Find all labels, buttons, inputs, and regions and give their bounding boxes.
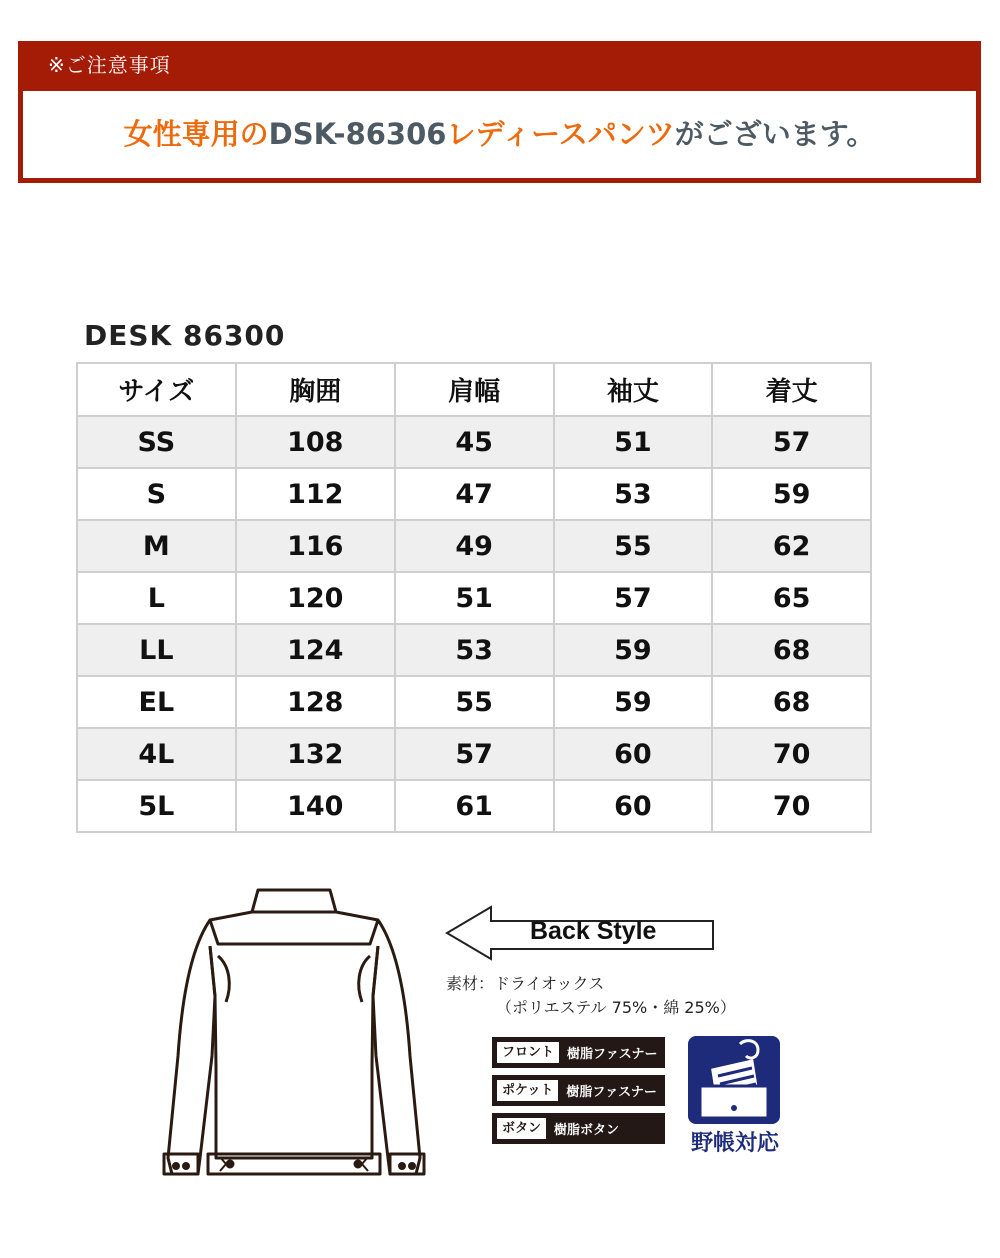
table-cell: 60 [554, 780, 713, 832]
table-cell: 68 [712, 624, 871, 676]
table-cell: 49 [395, 520, 554, 572]
spec-badge-pocket [492, 1075, 665, 1106]
table-cell: 59 [712, 468, 871, 520]
table-cell: 57 [395, 728, 554, 780]
table-cell: 51 [554, 416, 713, 468]
table-row [77, 624, 871, 676]
notice-text-pants: レディースパンツ [446, 117, 675, 151]
table-cell: 47 [395, 468, 554, 520]
notice-text-suffix: がございます。 [674, 117, 876, 151]
table-cell: 108 [236, 416, 395, 468]
table-row [77, 468, 871, 520]
table-cell: 5L [77, 780, 236, 832]
table-cell: S [77, 468, 236, 520]
material-composition: （ポリエステル 75%・綿 25%） [496, 998, 736, 1017]
material-info [446, 972, 736, 1020]
table-cell: LL [77, 624, 236, 676]
notice-box [18, 41, 981, 183]
table-row [77, 728, 871, 780]
table-header-cell: 袖丈 [554, 363, 713, 416]
table-header-row [77, 363, 871, 416]
spec-badge-button [492, 1113, 665, 1144]
table-cell: 57 [712, 416, 871, 468]
table-header-cell: 着丈 [712, 363, 871, 416]
notice-text-women: 女性専用の [123, 117, 269, 151]
table-header-cell: 胸囲 [236, 363, 395, 416]
table-cell: 51 [395, 572, 554, 624]
spec-badge-front [492, 1037, 665, 1068]
spec-value: 樹脂ボタン [554, 1123, 620, 1138]
table-cell: SS [77, 416, 236, 468]
spec-key: ボタン [497, 1118, 546, 1139]
table-cell: 140 [236, 780, 395, 832]
notebook-badge-label: 野帳対応 [690, 1131, 779, 1156]
table-cell: 55 [395, 676, 554, 728]
notice-text-model: DSK-86306 [268, 117, 447, 151]
table-cell: 4L [77, 728, 236, 780]
table-header-cell: 肩幅 [395, 363, 554, 416]
product-model: DESK 86300 [84, 319, 286, 352]
table-cell: 53 [395, 624, 554, 676]
jacket-back-illustration [160, 886, 430, 1186]
notice-message [23, 91, 976, 178]
table-cell: 124 [236, 624, 395, 676]
spec-value: 樹脂ファスナー [567, 1047, 658, 1062]
table-row [77, 676, 871, 728]
table-cell: 59 [554, 624, 713, 676]
table-row [77, 520, 871, 572]
table-cell: 70 [712, 780, 871, 832]
table-cell: 55 [554, 520, 713, 572]
table-cell: 132 [236, 728, 395, 780]
size-table [76, 362, 872, 833]
table-cell: 53 [554, 468, 713, 520]
back-style-arrow [445, 905, 717, 961]
table-row [77, 416, 871, 468]
spec-value: 樹脂ファスナー [566, 1085, 657, 1100]
table-cell: 57 [554, 572, 713, 624]
table-row [77, 572, 871, 624]
back-style-label: Back Style [530, 917, 657, 945]
table-cell: 116 [236, 520, 395, 572]
table-cell: 62 [712, 520, 871, 572]
table-cell: 112 [236, 468, 395, 520]
table-cell: M [77, 520, 236, 572]
notice-heading: ※ご注意事項 [48, 53, 171, 77]
table-cell: EL [77, 676, 236, 728]
table-header-cell: サイズ [77, 363, 236, 416]
table-cell: 65 [712, 572, 871, 624]
table-cell: 60 [554, 728, 713, 780]
table-cell: 70 [712, 728, 871, 780]
material-line: 素材：ドライオックス [446, 974, 605, 993]
table-cell: 128 [236, 676, 395, 728]
table-cell: 120 [236, 572, 395, 624]
spec-key: ポケット [497, 1080, 558, 1101]
spec-key: フロント [497, 1042, 559, 1063]
table-cell: 45 [395, 416, 554, 468]
table-cell: 59 [554, 676, 713, 728]
table-cell: 68 [712, 676, 871, 728]
table-cell: 61 [395, 780, 554, 832]
table-row [77, 780, 871, 832]
table-cell: L [77, 572, 236, 624]
